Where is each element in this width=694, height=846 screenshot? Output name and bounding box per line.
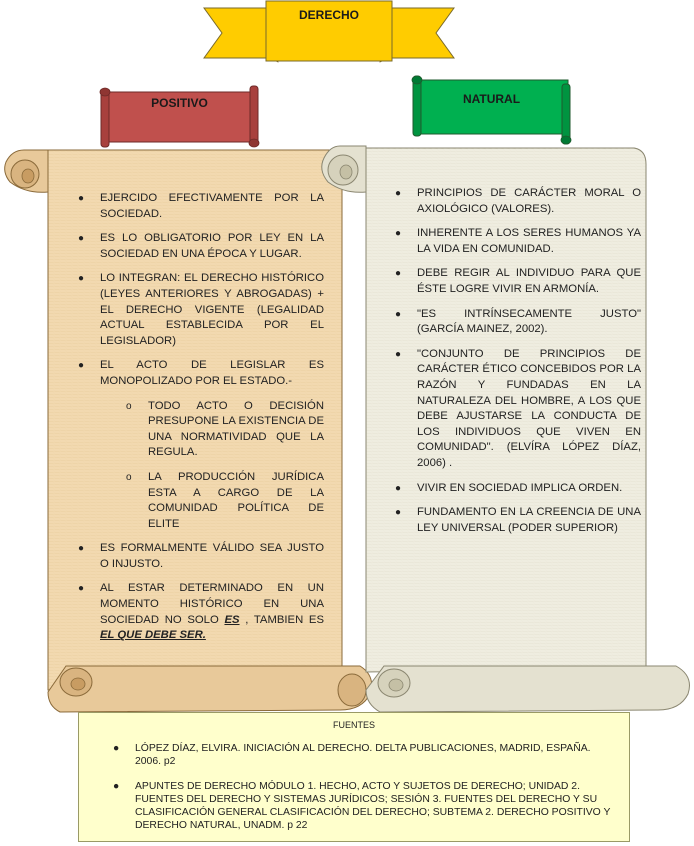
positivo-title: POSITIVO	[151, 96, 208, 110]
positivo-list	[78, 191, 325, 653]
bullet-icon: ●	[395, 268, 402, 280]
circle-bullet-icon: o	[126, 471, 132, 483]
list-item: ● PRINCIPIOS DE CARÁCTER MORAL O AXIOLÓGICO (VALORES).	[395, 187, 641, 215]
list-item: ● VIVIR EN SOCIEDAD IMPLICA ORDEN.	[417, 481, 641, 497]
list-item: ● "CONJUNTO DE PRINCIPIOS DE CARÁCTER ÉTICO CONCEBIDOS POR LA RAZÓN Y FUNDADAS EN LA NATURALEZA DEL HOMBRE, A LOS QUE DEBE AJUSTARSE LA CONDUCTA DE LOS INDIVIDUOS QUE VIVEN EN COMUNIDAD". (ELVÍRA LÓPEZ DÍAZ, 2006) .	[395, 347, 641, 469]
bullet-icon: ●	[78, 193, 85, 204]
bullet-icon: ●	[78, 273, 85, 285]
bullet-icon: ●	[395, 308, 402, 320]
list-item: ● INHERENTE A LOS SERES HUMANOS YA LA VIDA EN COMUNIDAD.	[395, 227, 641, 255]
natural-banner	[412, 76, 571, 144]
bullet-icon: ●	[78, 543, 85, 555]
bullet-icon: ●	[113, 781, 120, 792]
list-item: ● AL ESTAR DETERMINADO EN UN MOMENTO HISTÓRICO EN UNA SOCIEDAD NO SOLO ES , TAMBIEN ES EL QUE DEBE SER.	[78, 582, 325, 642]
sources-box	[78, 712, 630, 842]
list-item: ● "ES INTRÍNSECAMENTE JUSTO" (GARCÍA MAINEZ, 2002).	[395, 307, 641, 336]
sub-list-item: o TODO ACTO O DECISIÓN PRESUPONE LA EXISTENCIA DE UNA NORMATIVIDAD QUE LA REGULA.	[126, 399, 324, 459]
list-item: ● LO INTEGRAN: EL DERECHO HISTÓRICO (LEYES ANTERIORES Y ABROGADAS) + EL DERECHO VIGENTE (LEGALIDAD ACTUAL ESTABLECIDA POR EL LEGISLADOR)	[78, 272, 324, 347]
bullet-icon: ●	[395, 507, 402, 519]
list-item: ● ES LO OBLIGATORIO POR LEY EN LA SOCIEDAD EN UNA ÉPOCA Y LUGAR.	[78, 232, 324, 260]
source-item: ● APUNTES DE DERECHO MÓDULO 1. HECHO, ACTO Y SUJETOS DE DERECHO; UNIDAD 2. FUENTES DEL DERECHO Y SISTEMAS JURÍDICOS; SESIÓN 3. FUENTES DEL DERECHO Y SU CLASIFICACIÓN GENERAL CLASIFICACIÓN DEL DERECHO; SUBTEMA 2. DERECHO POSITIVO Y DERECHO NATURAL, UNADM. p 22	[113, 781, 611, 831]
bullet-icon: ●	[395, 228, 402, 240]
bullet-icon: ●	[395, 188, 402, 199]
bullet-icon: ●	[395, 348, 402, 360]
bullet-icon: ●	[78, 233, 85, 245]
bullet-icon: ●	[78, 360, 85, 372]
bullet-icon: ●	[113, 743, 120, 754]
list-item: ● EL ACTO DE LEGISLAR ES MONOPOLIZADO POR EL ESTADO.-	[78, 359, 324, 387]
bullet-icon: ●	[78, 583, 85, 595]
circle-bullet-icon: o	[126, 400, 132, 412]
list-item: ● DEBE REGIR AL INDIVIDUO PARA QUE ÉSTE LOGRE VIVIR EN ARMONÍA.	[395, 267, 641, 295]
natural-title: NATURAL	[462, 92, 521, 106]
natural-list	[395, 186, 641, 545]
source-item: ● LÓPEZ DÍAZ, ELVIRA. INICIACIÓN AL DERECHO. DELTA PUBLICACIONES, MADRID, ESPAÑA. 2006. p2	[113, 743, 591, 767]
derecho-title: DERECHO	[298, 8, 359, 22]
list-item: ● ES FORMALMENTE VÁLIDO SEA JUSTO O INJUSTO.	[78, 542, 324, 570]
sources-title: FUENTES	[332, 720, 375, 730]
list-item: ● FUNDAMENTO EN LA CREENCIA DE UNA LEY UNIVERSAL (PODER SUPERIOR)	[395, 506, 641, 534]
bullet-icon: ●	[395, 482, 402, 494]
list-item: ● EJERCIDO EFECTIVAMENTE POR LA SOCIEDAD.	[78, 192, 324, 220]
sub-list-item: o LA PRODUCCIÓN JURÍDICA ESTA A CARGO DE LA COMUNIDAD POLÍTICA DE ELITE	[126, 470, 324, 530]
emphasis-debe-ser: EL QUE DEBE SER.	[100, 629, 206, 642]
emphasis-es: ES	[224, 613, 240, 626]
